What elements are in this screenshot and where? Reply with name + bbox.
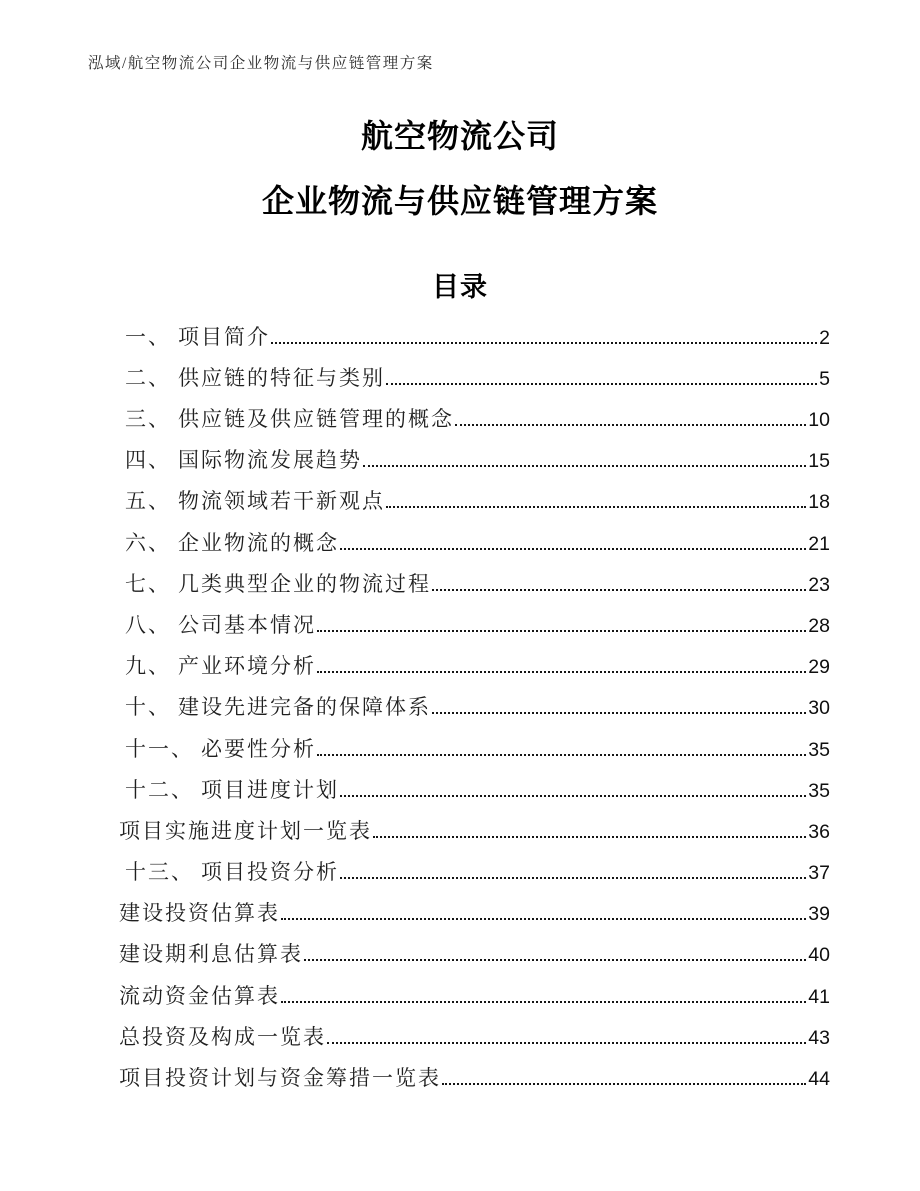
toc-page-number: 10	[808, 409, 830, 432]
toc-entry-title: 企业物流的概念	[178, 530, 339, 555]
toc-page-number: 30	[808, 697, 830, 720]
toc-entry[interactable]	[119, 358, 830, 399]
toc-entry-title: 产业环境分析	[178, 654, 316, 679]
document-title-line1: 航空物流公司	[360, 118, 559, 154]
toc-entry-number: 四、	[125, 448, 171, 473]
toc-entry-number: 九、	[125, 654, 171, 679]
toc-page-number: 15	[808, 450, 830, 473]
toc-entry-number: 十一、	[125, 736, 194, 761]
toc-entry-title: 供应链的特征与类别	[178, 365, 385, 390]
toc-list	[119, 317, 830, 1100]
toc-entry-title: 必要性分析	[201, 736, 316, 761]
toc-page-number: 5	[819, 367, 830, 390]
toc-entry[interactable]	[119, 1058, 830, 1099]
toc-entry[interactable]	[119, 852, 830, 893]
toc-entry[interactable]	[119, 934, 830, 975]
toc-entry[interactable]	[119, 399, 830, 440]
toc-page-number: 37	[808, 862, 830, 885]
toc-entry[interactable]	[119, 1017, 830, 1058]
toc-dotted-leader	[340, 795, 806, 797]
toc-dotted-leader	[281, 918, 806, 920]
toc-page-number: 21	[808, 532, 830, 555]
toc-page-number: 39	[808, 903, 830, 926]
toc-dotted-leader	[317, 630, 806, 632]
toc-entry-number: 一、	[125, 324, 171, 349]
toc-page-number: 2	[819, 326, 830, 349]
toc-dotted-leader	[327, 1042, 806, 1044]
toc-entry[interactable]	[119, 440, 830, 481]
toc-page-number: 29	[808, 656, 830, 679]
toc-entry-number: 二、	[125, 365, 171, 390]
toc-entry-title: 物流领域若干新观点	[178, 489, 385, 514]
toc-entry[interactable]	[119, 729, 830, 770]
toc-dotted-leader	[340, 548, 806, 550]
toc-dotted-leader	[271, 342, 817, 344]
toc-page-number: 41	[808, 985, 830, 1008]
toc-entry-number: 十、	[125, 695, 171, 720]
toc-entry[interactable]	[119, 976, 830, 1017]
toc-entry-title: 项目投资分析	[201, 860, 339, 885]
toc-entry[interactable]	[119, 605, 830, 646]
toc-entry-number: 八、	[125, 612, 171, 637]
toc-dotted-leader	[386, 506, 806, 508]
toc-entry[interactable]	[119, 893, 830, 934]
document-title-line2: 企业物流与供应链管理方案	[261, 182, 658, 219]
toc-entry-title: 公司基本情况	[178, 612, 316, 637]
toc-page-number: 40	[808, 944, 830, 967]
toc-entry[interactable]	[119, 523, 830, 564]
toc-page-number: 35	[808, 738, 830, 761]
document-header	[88, 51, 434, 73]
toc-page-number: 43	[808, 1026, 830, 1049]
toc-entry-title: 国际物流发展趋势	[178, 448, 362, 473]
toc-entry[interactable]	[119, 317, 830, 358]
toc-entry-number: 五、	[125, 489, 171, 514]
toc-entry-title: 建设投资估算表	[119, 901, 280, 926]
toc-entry-number: 十三、	[125, 860, 194, 885]
header-text: 泓域/航空物流公司企业物流与供应链管理方案	[88, 55, 434, 72]
toc-page-number: 23	[808, 573, 830, 596]
toc-entry-title: 供应链及供应链管理的概念	[178, 407, 454, 432]
toc-entry[interactable]	[119, 811, 830, 852]
toc-entry-title: 建设先进完备的保障体系	[178, 695, 431, 720]
toc-heading: 目录	[432, 271, 488, 302]
toc-entry-title: 流动资金估算表	[119, 983, 280, 1008]
toc-entry-title: 项目简介	[178, 324, 270, 349]
toc-entry[interactable]	[119, 687, 830, 728]
toc-entry[interactable]	[119, 646, 830, 687]
toc-entry-title: 总投资及构成一览表	[119, 1024, 326, 1049]
toc-entry-title: 建设期利息估算表	[119, 942, 303, 967]
toc-dotted-leader	[304, 959, 806, 961]
toc-dotted-leader	[432, 589, 806, 591]
toc-dotted-leader	[442, 1083, 806, 1085]
toc-entry-number: 七、	[125, 571, 171, 596]
toc-page-number: 28	[808, 614, 830, 637]
toc-dotted-leader	[432, 712, 806, 714]
toc-dotted-leader	[317, 754, 806, 756]
toc-dotted-leader	[386, 383, 817, 385]
toc-entry-number: 六、	[125, 530, 171, 555]
toc-entry[interactable]	[119, 564, 830, 605]
toc-dotted-leader	[317, 671, 806, 673]
toc-entry[interactable]	[119, 481, 830, 522]
toc-dotted-leader	[340, 877, 806, 879]
toc-entry-title: 几类典型企业的物流过程	[178, 571, 431, 596]
toc-entry[interactable]	[119, 770, 830, 811]
toc-dotted-leader	[455, 424, 806, 426]
toc-dotted-leader	[373, 836, 806, 838]
toc-entry-title: 项目投资计划与资金筹措一览表	[119, 1066, 441, 1091]
toc-entry-number: 十二、	[125, 777, 194, 802]
toc-page-number: 35	[808, 779, 830, 802]
toc-entry-title: 项目进度计划	[201, 777, 339, 802]
toc-page-number: 18	[808, 491, 830, 514]
toc-dotted-leader	[363, 465, 806, 467]
toc-page-number: 36	[808, 820, 830, 843]
toc-entry-title: 项目实施进度计划一览表	[119, 818, 372, 843]
toc-entry-number: 三、	[125, 407, 171, 432]
toc-page-number: 44	[808, 1068, 830, 1091]
toc-dotted-leader	[281, 1001, 806, 1003]
